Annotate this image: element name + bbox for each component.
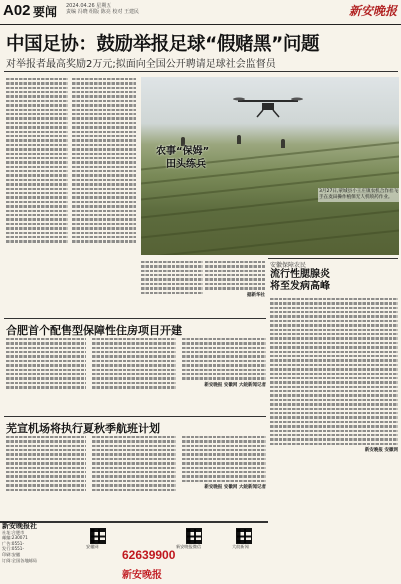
photo-title: [156, 145, 209, 171]
masthead-logo: 新安晚报: [348, 4, 397, 18]
lead-photo: [141, 77, 399, 255]
article2-col-3: [182, 336, 266, 414]
info-line: 印刷:安徽: [2, 551, 21, 557]
footer-brand: 新安晚报: [122, 570, 162, 581]
side-story-title: [270, 269, 330, 293]
info-line: 订阅:全国各地邮局: [2, 557, 37, 563]
qr-code-icon[interactable]: [236, 528, 252, 544]
divider: [4, 71, 398, 72]
page-number: A02: [3, 2, 31, 19]
hotline-number: 62639900: [122, 548, 176, 562]
side-story-byline: 新安晚报 安徽网: [364, 448, 398, 454]
article2-col-1: [6, 336, 86, 414]
article3-col-1: [6, 434, 86, 520]
drone-icon: [233, 91, 303, 121]
article2-col-2: [92, 336, 176, 414]
lead-body-col-2: [72, 76, 136, 314]
qr-label: 新安晚报微信: [176, 544, 202, 549]
publisher-info: [2, 524, 78, 580]
lead-byline: 据新华社: [247, 292, 265, 298]
qr-code-icon[interactable]: [90, 528, 106, 544]
article2-byline: 新安晚报 安徽网 大皖新闻记者: [204, 382, 266, 388]
side-story-kicker: 安徽保障农民: [270, 262, 307, 269]
article3-byline: 新安晚报 安徽网 大皖新闻记者: [204, 485, 266, 491]
side-story-body: [270, 296, 398, 520]
lead-headline: 中国足协：鼓励举报足球“假赌黑”问题: [6, 34, 320, 55]
divider: [268, 258, 398, 259]
info-line: 社址:合肥市: [2, 529, 25, 535]
article3-col-2: [92, 434, 176, 520]
divider: [4, 416, 266, 417]
qr-code-icon[interactable]: [186, 528, 202, 544]
divider: [4, 318, 266, 319]
article3-title: 芜宣机场将执行夏秋季航班计划: [6, 422, 160, 435]
photo-caption: 3月27日,蒙城县小王庄镇农机合作社飞手在麦田操作植保无人机喷药作业。: [318, 188, 399, 202]
farmer-figure: [281, 139, 285, 148]
section-name: 要闻: [33, 5, 58, 19]
lead-body-col-6: [205, 259, 265, 315]
info-line: 邮编:230071: [2, 535, 28, 541]
lead-body-col-5: [141, 259, 203, 315]
info-line: 发行:0551-: [2, 546, 24, 552]
side-story-title-line-2: 将至发病高峰: [270, 281, 330, 292]
publisher-name: 新安晚报社: [2, 522, 37, 530]
info-line: 广告:0551-: [2, 540, 24, 546]
page-header: [0, 0, 401, 25]
article3-col-3: [182, 434, 266, 520]
issue-meta: [66, 3, 176, 15]
photo-title-line-1: 农事“保姆”: [156, 146, 210, 157]
lead-subhead: 对举报者最高奖励2万元;拟面向全国公开聘请足球社会监督员: [6, 59, 276, 70]
lead-body-col-1: [6, 76, 68, 314]
article2-title: 合肥首个配售型保障性住房项目开建: [6, 324, 182, 337]
photo-title-line-2: 田头练兵: [166, 159, 206, 170]
farmer-figure: [237, 135, 241, 144]
issue-date: 2024.04.26 星期五: [66, 3, 112, 9]
qr-label: 大皖新闻: [232, 544, 249, 549]
editor-line: 责编 冯晓 组版 陈亮 校对 王建民: [66, 9, 139, 15]
side-story-title-line-1: 流行性腮腺炎: [270, 269, 330, 280]
qr-label: 安徽网: [86, 544, 99, 549]
